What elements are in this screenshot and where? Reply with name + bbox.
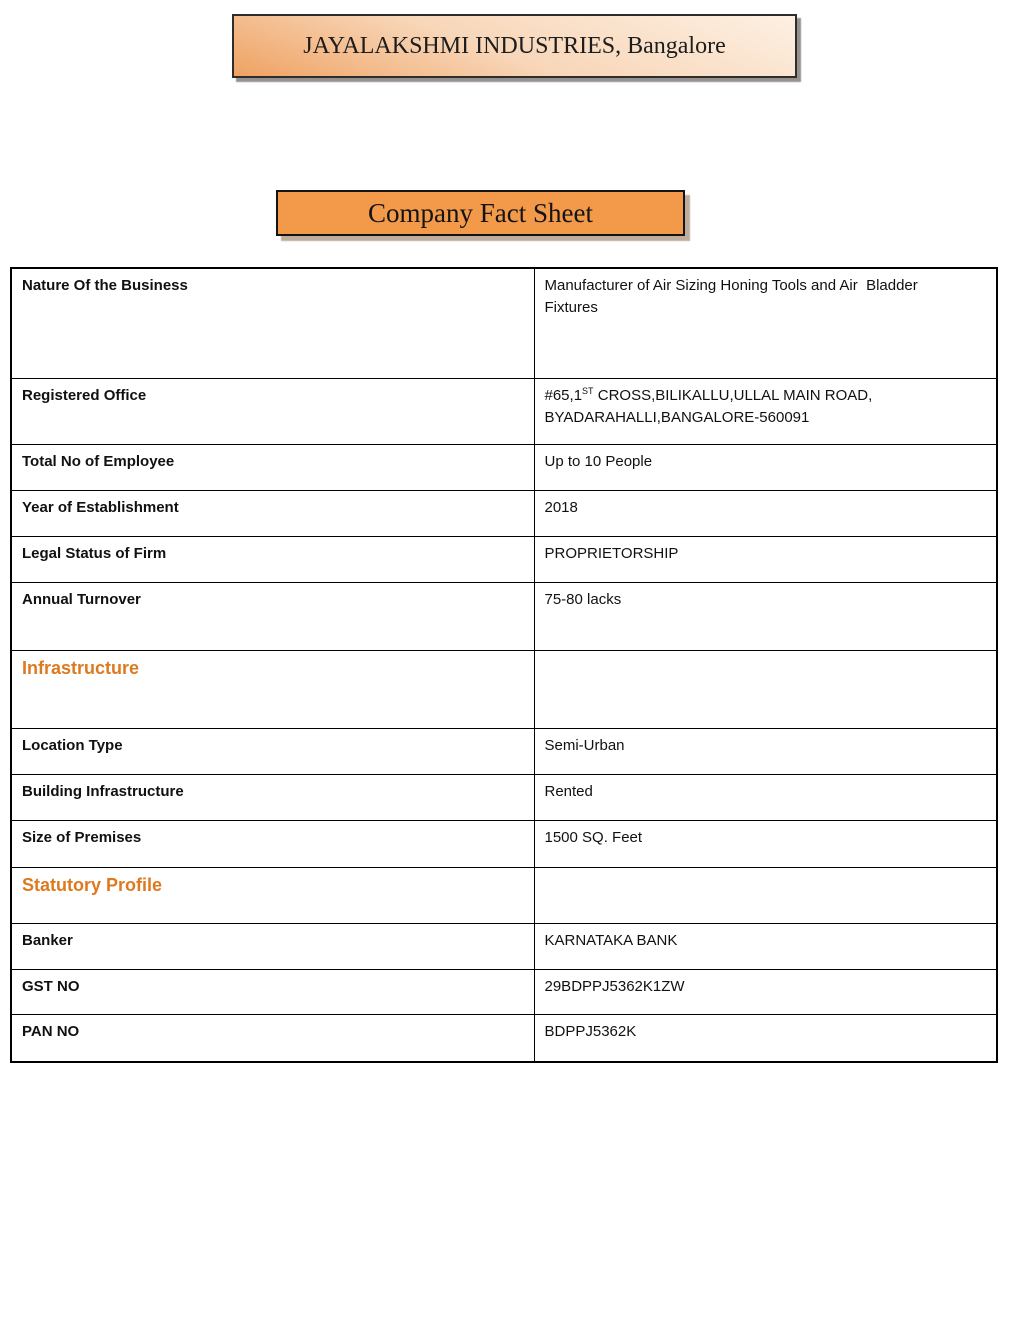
row-value: 2018 [534, 490, 997, 536]
table-row-building-infrastructure [11, 774, 997, 820]
row-label: Annual Turnover [11, 582, 534, 650]
company-name-text: JAYALAKSHMI INDUSTRIES, Bangalore [303, 32, 726, 59]
row-value-empty [534, 867, 997, 923]
table-row-registered-office [11, 378, 997, 444]
section-heading-text: Infrastructure [22, 657, 140, 678]
table-row-total-employees [11, 444, 997, 490]
row-value [534, 378, 997, 444]
row-label: Year of Establishment [11, 490, 534, 536]
section-heading-text: Statutory Profile [22, 874, 163, 895]
row-label: PAN NO [11, 1014, 534, 1062]
ordinal-superscript: ST [582, 385, 594, 396]
table-row-nature-of-business [11, 268, 997, 378]
row-label: Building Infrastructure [11, 774, 534, 820]
table-row-banker [11, 923, 997, 969]
row-value [534, 268, 997, 378]
row-value: BDPPJ5362K [534, 1014, 997, 1062]
row-label: GST NO [11, 969, 534, 1014]
row-value: 29BDPPJ5362K1ZW [534, 969, 997, 1014]
table-row-year-established [11, 490, 997, 536]
section-row-statutory-profile [11, 867, 997, 923]
row-value-empty [534, 650, 997, 728]
table-row-annual-turnover [11, 582, 997, 650]
table-row-legal-status [11, 536, 997, 582]
section-heading-infrastructure [11, 650, 534, 728]
row-value: 75-80 lacks [534, 582, 997, 650]
address-line-2: BYADARAHALLI,BANGALORE-560091 [544, 408, 810, 426]
row-label: Total No of Employee [11, 444, 534, 490]
row-value: KARNATAKA BANK [534, 923, 997, 969]
company-name-banner [232, 14, 797, 78]
table-row-size-of-premises [11, 820, 997, 867]
row-label: Banker [11, 923, 534, 969]
row-label: Legal Status of Firm [11, 536, 534, 582]
row-label: Nature Of the Business [11, 268, 534, 378]
address-suffix: CROSS,BILIKALLU,ULLAL MAIN ROAD, [593, 386, 873, 404]
table-row-pan-no [11, 1014, 997, 1062]
row-value: Rented [534, 774, 997, 820]
section-heading-statutory-profile [11, 867, 534, 923]
row-value: Semi-Urban [534, 728, 997, 774]
row-label: Location Type [11, 728, 534, 774]
table-row-location-type [11, 728, 997, 774]
section-row-infrastructure [11, 650, 997, 728]
row-label: Registered Office [11, 378, 534, 444]
row-value: 1500 SQ. Feet [534, 820, 997, 867]
address-prefix: #65,1 [544, 386, 583, 404]
row-value: PROPRIETORSHIP [534, 536, 997, 582]
fact-sheet-title-text: Company Fact Sheet [368, 197, 593, 228]
row-value-text: Manufacturer of Air Sizing Honing Tools and Air Bladder Fixtures [544, 277, 922, 316]
address-line-1 [545, 385, 987, 407]
row-label: Size of Premises [11, 820, 534, 867]
table-row-gst-no [11, 969, 997, 1014]
fact-sheet-table [10, 267, 998, 1063]
row-value: Up to 10 People [534, 444, 997, 490]
fact-sheet-title-box [276, 190, 685, 236]
